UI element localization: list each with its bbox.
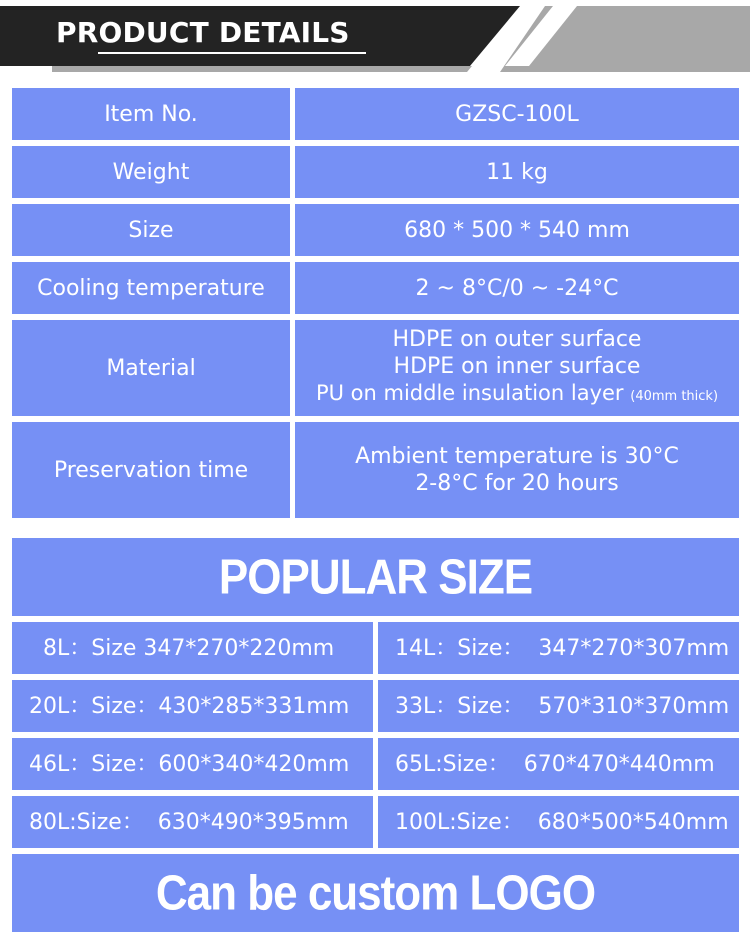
spec-label-material: Material	[12, 320, 290, 416]
spec-value-weight: 11 kg	[295, 146, 739, 198]
size-cell-65l: 65L:Size： 670*470*440mm	[378, 738, 739, 790]
popular-size-heading: POPULAR SIZE	[218, 549, 533, 605]
spec-label-size: Size	[12, 204, 290, 256]
spec-value-preservation-time: Ambient temperature is 30°C 2-8°C for 20 hours	[295, 422, 739, 518]
spec-value-size: 680 * 500 * 540 mm	[295, 204, 739, 256]
custom-logo-heading: Can be custom LOGO	[155, 865, 596, 921]
spec-label-item-no: Item No.	[12, 88, 290, 140]
spec-value-material: HDPE on outer surface HDPE on inner surface PU on middle insulation layer (40mm thick)	[295, 320, 739, 416]
product-details-banner	[0, 0, 750, 80]
size-cell-20l: 20L：Size：430*285*331mm	[12, 680, 373, 732]
size-cell-46l: 46L：Size：600*340*420mm	[12, 738, 373, 790]
page-title: PRODUCT DETAILS	[56, 16, 350, 49]
size-cell-100l: 100L:Size： 680*500*540mm	[378, 796, 739, 848]
spec-label-cooling-temperature: Cooling temperature	[12, 262, 290, 314]
custom-logo-banner	[12, 854, 739, 932]
spec-label-preservation-time: Preservation time	[12, 422, 290, 518]
size-cell-80l: 80L:Size： 630*490*395mm	[12, 796, 373, 848]
title-underline	[98, 52, 366, 54]
spec-label-weight: Weight	[12, 146, 290, 198]
size-cell-14l: 14L：Size： 347*270*307mm	[378, 622, 739, 674]
material-thickness-note: (40mm thick)	[630, 389, 719, 404]
spec-value-item-no: GZSC-100L	[295, 88, 739, 140]
spec-value-cooling-temperature: 2 ~ 8°C/0 ~ -24°C	[295, 262, 739, 314]
size-cell-8l: 8L：Size 347*270*220mm	[12, 622, 373, 674]
size-cell-33l: 33L：Size： 570*310*370mm	[378, 680, 739, 732]
popular-size-title	[12, 538, 739, 616]
